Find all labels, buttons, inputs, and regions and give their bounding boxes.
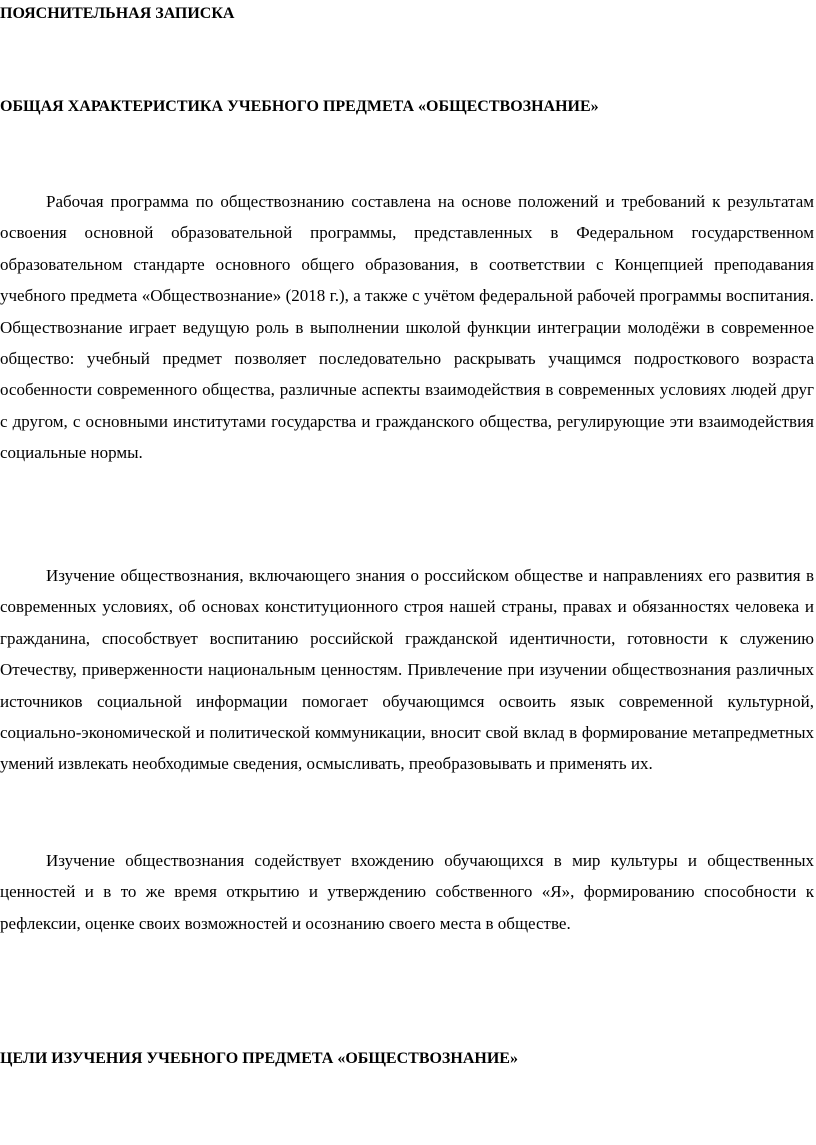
paragraph-2: Изучение обществознания, включающего знания о российском обществе и направлениях его развития в современных условиях, об основах конституционного строя нашей страны, правах и обязанностях человека и гражданина, способствует воспитанию российской гражданской идентичности, готовности к служению Отечеству, приверженности национальным ценностям. Привлечение при изучении обществознания различных источников социальной информации помогает обучающимся освоить язык современной культурной, социально-экономической и политической коммуникации, вносит свой вклад в формирование метапредметных умений извлекать необходимые сведения, осмысливать, преобразовывать и применять их. — [0, 566, 814, 774]
paragraph-3: Изучение обществознания содействует вхождению обучающихся в мир культуры и общественных ценностей и в то же время открытию и утверждению собственного «Я», формированию способности к рефлексии, оценке своих возможностей и осознанию своего места в обществе. — [0, 851, 814, 933]
section-heading-general-characteristics: ОБЩАЯ ХАРАКТЕРИСТИКА УЧЕБНОГО ПРЕДМЕТА «ОБЩЕСТВОЗНАНИЕ» — [0, 98, 599, 115]
paragraph-1: Рабочая программа по обществознанию составлена на основе положений и требований к результатам освоения основной образовательной программы, представленных в Федеральном государственном образовательном стандарте основного общего образования, в соответствии с Концепцией преподавания учебного предмета «Обществознание» (2018 г.), а также с учётом федеральной рабочей программы воспитания. Обществознание играет ведущую роль в выполнении школой функции интеграции молодёжи в современное общество: учебный предмет позволяет последовательно раскрывать учащимся подросткового возраста особенности современного общества, различные аспекты взаимодействия в современных условиях людей друг с другом, с основными институтами государства и гражданского общества, регулирующие эти взаимодействия социальные нормы. — [0, 192, 814, 463]
section-heading-goals: ЦЕЛИ ИЗУЧЕНИЯ УЧЕБНОГО ПРЕДМЕТА «ОБЩЕСТВОЗНАНИЕ» — [0, 1050, 518, 1067]
document-title: ПОЯСНИТЕЛЬНАЯ ЗАПИСКА — [0, 5, 235, 22]
